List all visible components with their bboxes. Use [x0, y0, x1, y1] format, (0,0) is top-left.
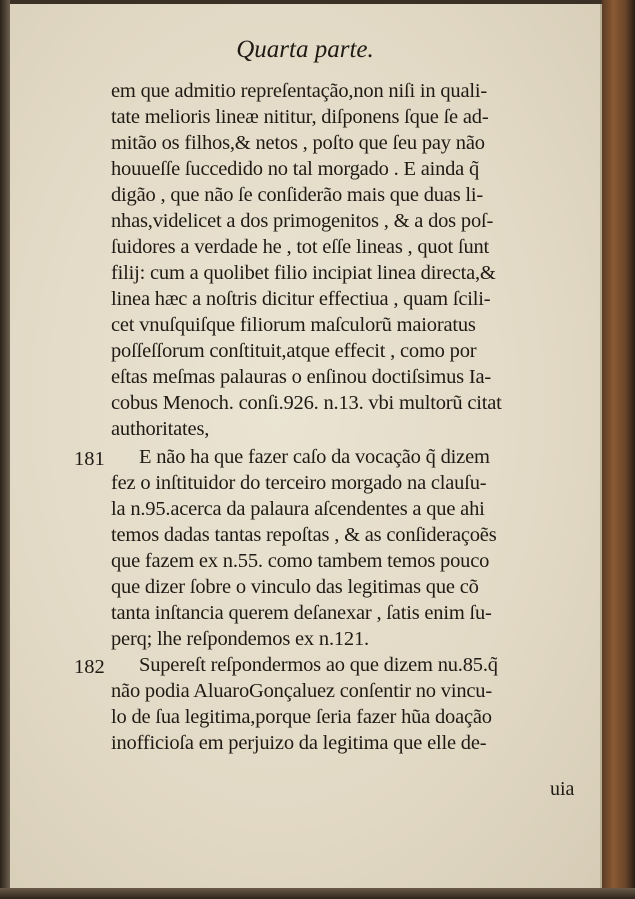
- text-line: tanta inſtancia querem deſanexar , ſatis enim ſu-: [111, 602, 492, 624]
- text-line: Supereſt reſpondermos ao que dizem nu.85.q̃: [139, 654, 498, 676]
- text-line: lo de ſua legitima,porque ſeria fazer hũa doação: [111, 706, 492, 728]
- section-number: 182: [74, 656, 105, 678]
- text-line: filij: cum a quolibet filio incipiat linea directa,&: [111, 262, 496, 284]
- text-line: em que admitio repreſentação,non niſi in quali-: [111, 80, 487, 102]
- section-number: 181: [74, 448, 105, 470]
- text-line: ſuidores a verdade he , tot eſſe lineas , quot ſunt: [111, 236, 490, 258]
- text-line: digão , que não ſe conſiderão mais que duas li-: [111, 184, 484, 206]
- text-line: que fazem ex n.55. como tambem temos pouco: [111, 550, 490, 572]
- text-line: cet vnuſquiſque filiorum maſculorũ maioratus: [111, 314, 476, 336]
- text-line: cobus Menoch. conſi.926. n.13. vbi multorũ citat: [111, 392, 502, 414]
- text-line: tate melioris lineæ nititur, diſponens ſque ſe ad-: [111, 106, 489, 128]
- text-line: fez o inſtituidor do terceiro morgado na clauſu-: [111, 472, 487, 494]
- text-line: poſſeſſorum conſtituit,atque effecit , como por: [111, 340, 477, 362]
- text-line: authoritates,: [111, 418, 210, 440]
- text-line: temos dadas tantas repoſtas , & as conſideraçoẽs: [111, 524, 497, 546]
- book-gutter: [0, 0, 10, 899]
- text-line: nhas,videlicet a dos primogenitos , & a dos poſ-: [111, 210, 494, 232]
- text-line: inofficioſa em perjuizo da legitima que elle de-: [111, 732, 487, 754]
- text-line: perq; lhe reſpondemos ex n.121.: [111, 628, 369, 650]
- book-page: [10, 4, 602, 892]
- text-line: la n.95.acerca da palaura aſcendentes a que ahi: [111, 498, 485, 520]
- text-line: que dizer ſobre o vinculo das legitimas que cõ: [111, 576, 479, 598]
- text-line: eſtas meſmas palauras o enſinou doctiſsimus Ia-: [111, 366, 492, 388]
- text-line: mitão os filhos,& netos , poſto que ſeu pay não: [111, 132, 485, 154]
- text-line: E não ha que fazer caſo da vocação q̃ dizem: [139, 446, 490, 468]
- book-bottom-edge: [0, 888, 635, 899]
- text-line: não podia AluaroGonçaluez conſentir no vincu-: [111, 680, 492, 702]
- book-cover-edge: [602, 0, 635, 899]
- text-line: linea hæc a noſtris dicitur effectiua , quam ſcili-: [111, 288, 491, 310]
- running-header: Quarta parte.: [236, 36, 374, 63]
- catchword: uia: [550, 778, 575, 800]
- text-line: houueſſe ſuccedido no tal morgado . E ainda q̃: [111, 158, 480, 180]
